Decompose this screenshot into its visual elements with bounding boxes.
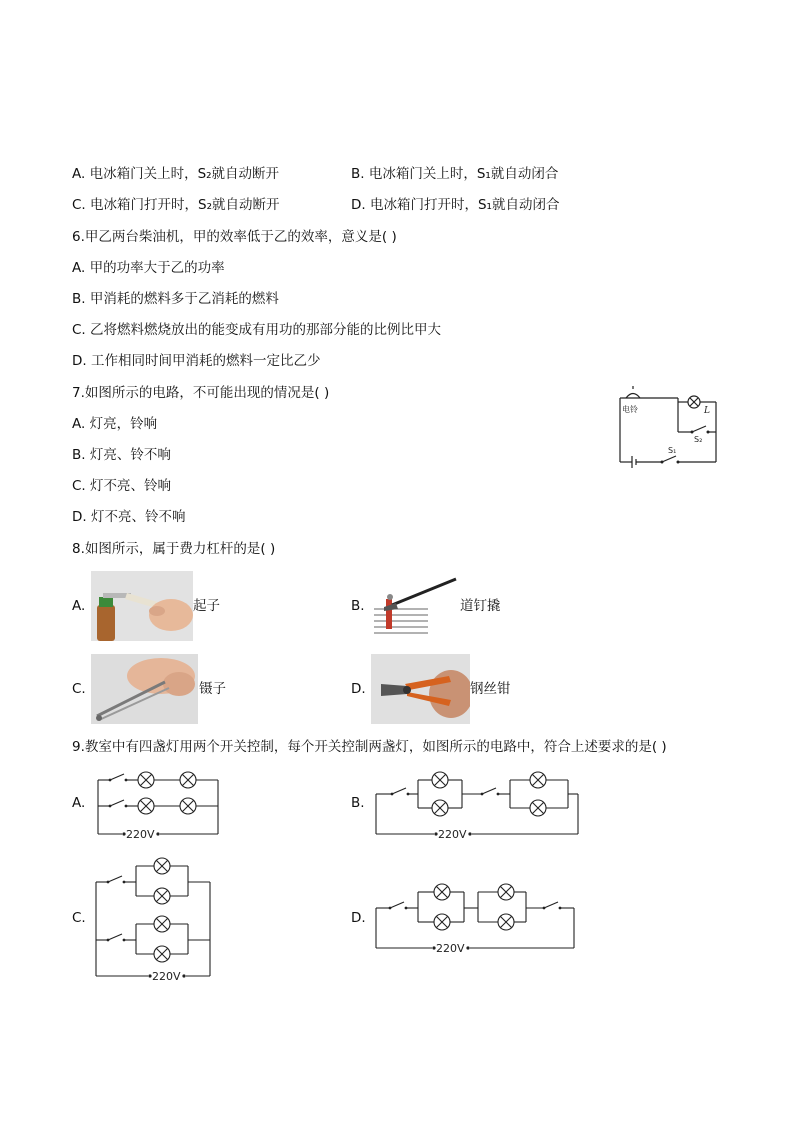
tweezers-photo (91, 654, 198, 724)
q9-circuit-a (92, 764, 222, 844)
q9-d-voltage-label: 220V (436, 942, 465, 955)
q6-option-a: A. 甲的功率大于乙的功率 (72, 260, 225, 276)
q9-circuit-c (92, 852, 216, 984)
q7-stem: 7.如图所示的电路，不可能出现的情况是( ) (72, 385, 330, 401)
q5-option-b: B. 电冰箱门关上时，S₁就自动闭合 (351, 166, 559, 182)
q7-s1-label: S₁ (668, 446, 677, 455)
q8-label-a: 起子 (193, 598, 220, 614)
q7-lamp-label: L (704, 406, 710, 416)
bottle-opener-photo (91, 571, 193, 641)
q8-label-d: 钢丝钳 (470, 681, 511, 697)
q7-circuit-diagram (612, 384, 724, 470)
q7-option-a: A. 灯亮，铃响 (72, 416, 158, 432)
q8-letter-d: D. (351, 681, 366, 697)
q8-letter-a: A. (72, 598, 86, 614)
q9-b-voltage-label: 220V (438, 828, 467, 841)
q7-option-c: C. 灯不亮、铃响 (72, 478, 172, 494)
q6-option-b: B. 甲消耗的燃料多于乙消耗的燃料 (72, 291, 279, 307)
q9-letter-a: A. (72, 795, 86, 811)
q8-label-b: 道钉撬 (460, 598, 501, 614)
q6-option-c: C. 乙将燃料燃烧放出的能变成有用功的那部分能的比例比甲大 (72, 322, 442, 338)
q9-letter-c: C. (72, 910, 86, 926)
q9-letter-d: D. (351, 910, 366, 926)
q9-a-voltage-label: 220V (126, 828, 155, 841)
q5-option-d: D. 电冰箱门打开时，S₁就自动闭合 (351, 197, 560, 213)
q9-circuit-b (372, 764, 582, 844)
q5-option-a: A. 电冰箱门关上时，S₂就自动断开 (72, 166, 280, 182)
q9-stem: 9.教室中有四盏灯用两个开关控制，每个开关控制两盏灯，如图所示的电路中，符合上述要求的是( ) (72, 739, 667, 755)
q7-bell-label: 电铃 (622, 405, 638, 414)
nail-puller-figure (370, 575, 462, 637)
q9-c-voltage-label: 220V (152, 970, 181, 983)
pliers-photo (371, 654, 470, 724)
q5-option-c: C. 电冰箱门打开时，S₂就自动断开 (72, 197, 280, 213)
q8-letter-b: B. (351, 598, 365, 614)
q9-letter-b: B. (351, 795, 365, 811)
q8-stem: 8.如图所示，属于费力杠杆的是( ) (72, 541, 276, 557)
q8-label-c: 镊子 (199, 681, 226, 697)
q7-option-b: B. 灯亮、铃不响 (72, 447, 171, 463)
q7-option-d: D. 灯不亮、铃不响 (72, 509, 186, 525)
q6-stem: 6.甲乙两台柴油机，甲的效率低于乙的效率，意义是( ) (72, 229, 397, 245)
q6-option-d: D. 工作相同时间甲消耗的燃料一定比乙少 (72, 353, 321, 369)
q9-circuit-d (372, 874, 580, 956)
q8-letter-c: C. (72, 681, 86, 697)
q7-s2-label: S₂ (694, 435, 703, 444)
